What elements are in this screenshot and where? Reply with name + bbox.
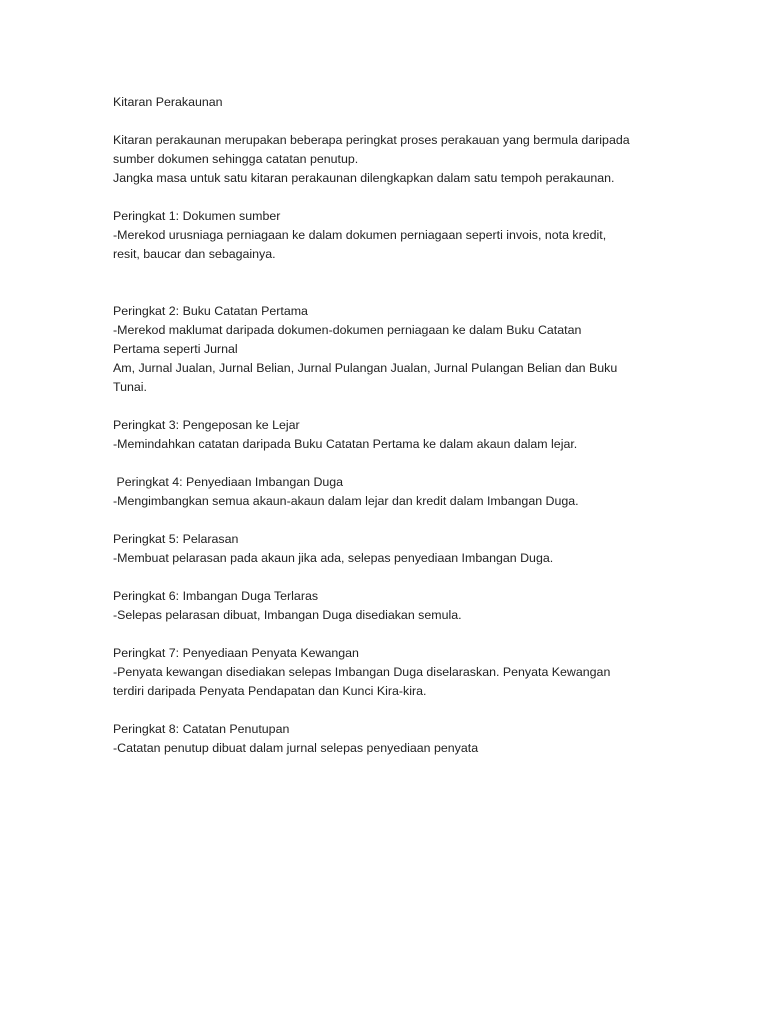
stage-heading: Peringkat 1: Dokumen sumber [113,209,281,223]
spacer [113,701,673,720]
stage-3-section [113,416,673,454]
stage-heading: Peringkat 8: Catatan Penutupan [113,722,290,736]
stage-text-line: -Penyata kewangan disediakan selepas Imbangan Duga diselaraskan. Penyata Kewangan [113,665,611,679]
spacer [113,264,673,302]
stage-text-line: -Merekod urusniaga perniagaan ke dalam dokumen perniagaan seperti invois, nota kredit, [113,228,607,242]
stage-text-line: Am, Jurnal Jualan, Jurnal Belian, Jurnal Pulangan Jualan, Jurnal Pulangan Belian dan Buku [113,361,618,375]
stage-1-section [113,207,673,264]
spacer [113,625,673,644]
spacer [113,568,673,587]
stage-heading: Peringkat 5: Pelarasan [113,532,239,546]
spacer [113,511,673,530]
stage-text-line: -Membuat pelarasan pada akaun jika ada, selepas penyediaan Imbangan Duga. [113,551,554,565]
stage-4-section [113,473,673,511]
stage-text-line: -Mengimbangkan semua akaun-akaun dalam lejar dan kredit dalam Imbangan Duga. [113,494,579,508]
spacer [113,397,673,416]
stage-text-line: terdiri daripada Penyata Pendapatan dan Kunci Kira-kira. [113,684,427,698]
document-title: Kitaran Perakaunan [113,95,223,109]
stage-text-line: -Catatan penutup dibuat dalam jurnal selepas penyediaan penyata [113,741,479,755]
stage-text-line: Pertama seperti Jurnal [113,342,238,356]
stage-5-section [113,530,673,568]
stage-heading: Peringkat 6: Imbangan Duga Terlaras [113,589,319,603]
stage-text-line: -Selepas pelarasan dibuat, Imbangan Duga disediakan semula. [113,608,462,622]
stage-7-section [113,644,673,701]
stage-heading: Peringkat 4: Penyediaan Imbangan Duga [113,475,344,489]
stage-heading: Peringkat 7: Penyediaan Penyata Kewangan [113,646,359,660]
stage-text-line: resit, baucar dan sebagainya. [113,247,276,261]
stage-heading: Peringkat 2: Buku Catatan Pertama [113,304,308,318]
stage-2-section [113,302,673,397]
intro-line: Jangka masa untuk satu kitaran perakaunan dilengkapkan dalam satu tempoh perakaunan. [113,171,615,185]
document-body [113,93,673,758]
stage-text-line: -Merekod maklumat daripada dokumen-dokumen perniagaan ke dalam Buku Catatan [113,323,582,337]
intro-line: Kitaran perakaunan merupakan beberapa peringkat proses perakauan yang bermula daripada [113,133,630,147]
stage-6-section [113,587,673,625]
stage-heading: Peringkat 3: Pengeposan ke Lejar [113,418,300,432]
spacer [113,188,673,207]
stage-8-section [113,720,673,758]
intro-paragraph [113,131,673,188]
stage-text-line: -Memindahkan catatan daripada Buku Catatan Pertama ke dalam akaun dalam lejar. [113,437,578,451]
spacer [113,112,673,131]
intro-line: sumber dokumen sehingga catatan penutup. [113,152,359,166]
spacer [113,454,673,473]
stage-text-line: Tunai. [113,380,147,394]
